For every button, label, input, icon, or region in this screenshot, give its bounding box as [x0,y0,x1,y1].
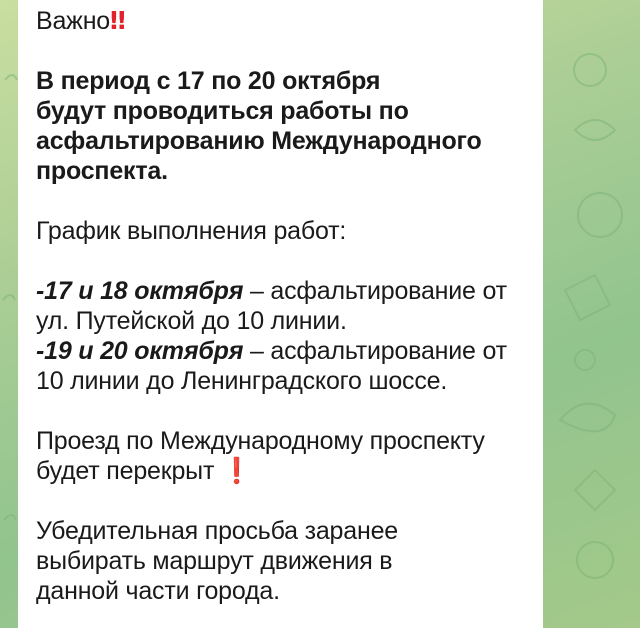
wallpaper-doodle [578,193,622,237]
schedule-description: ул. Путейской до 10 линии. [36,307,347,335]
closure-line [36,456,543,486]
header-text: Важно [36,7,111,35]
wallpaper-doodle [4,515,16,520]
request-line: данной части города. [36,577,280,605]
message-text [36,6,543,606]
announcement-line: асфальтированию Международного [36,127,482,155]
wallpaper-doodle [574,54,606,86]
wallpaper-doodle [575,120,615,140]
wallpaper-doodle [575,350,595,370]
wallpaper-doodle [560,404,615,432]
announcement-line: В период с 17 по 20 октября [36,67,381,95]
wallpaper-doodle [577,542,613,578]
schedule-description: – асфальтирование от [243,277,507,305]
exclamation-icon: ❗ [220,456,252,485]
message-bubble[interactable] [18,0,543,628]
wallpaper-doodle [3,295,15,300]
schedule-item [36,276,543,306]
request-line: выбирать маршрут движения в [36,547,393,575]
double-exclamation-icon: ‼ [110,6,126,35]
schedule-dates: -19 и 20 октября [36,337,244,365]
announcement-line: будут проводиться работы по [36,97,409,125]
schedule-item [36,336,543,366]
announcement-line: проспекта. [36,157,168,185]
closure-line: Проезд по Международному проспекту [36,427,485,455]
wallpaper-doodle [575,470,615,510]
schedule-description: – асфальтирование от [243,337,507,365]
message-header [36,6,543,36]
wallpaper-doodle [565,275,610,320]
request-line: Убедительная просьба заранее [36,517,398,545]
closure-text: будет перекрыт [36,457,215,485]
wallpaper-doodle [5,75,17,80]
schedule-description: 10 линии до Ленинградского шоссе. [36,367,448,395]
schedule-dates: -17 и 18 октября [36,277,244,305]
schedule-title: График выполнения работ: [36,217,347,245]
